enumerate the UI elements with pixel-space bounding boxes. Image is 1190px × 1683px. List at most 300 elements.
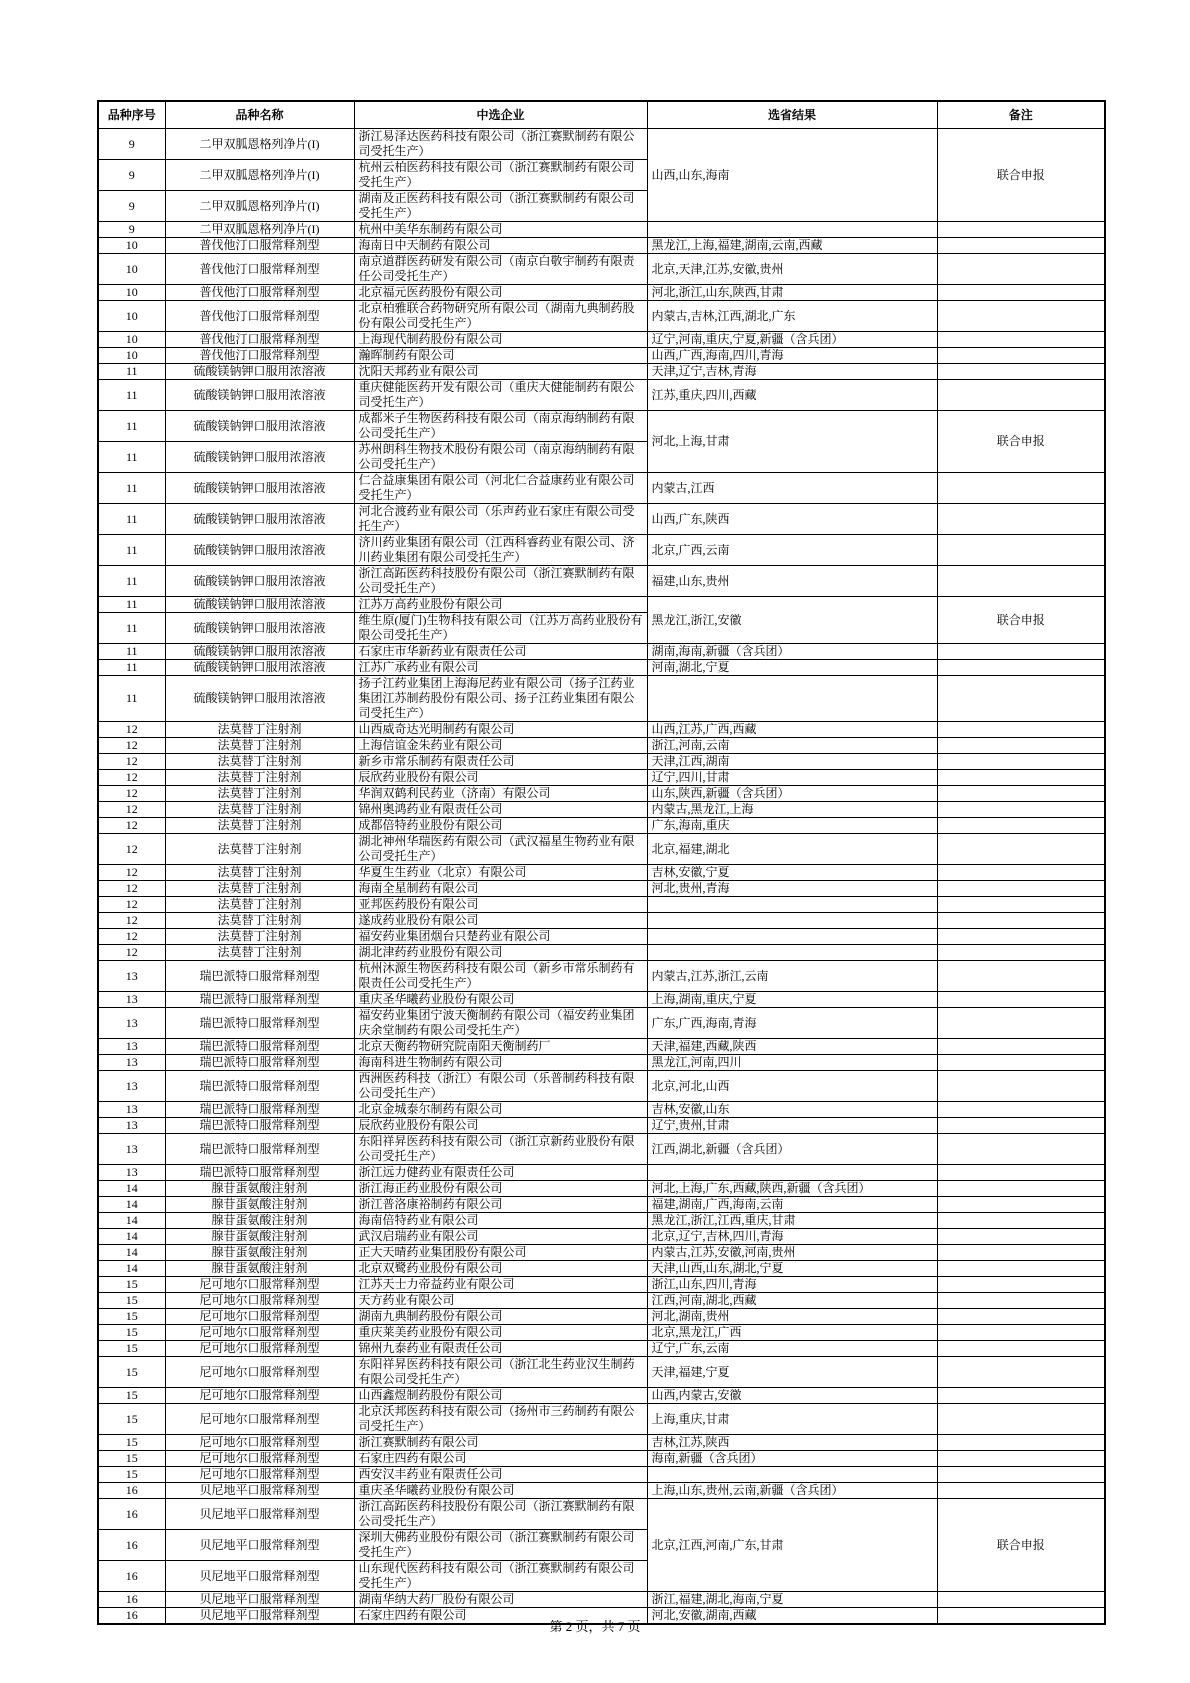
cell-name: 尼可地尔口服常释剂型 <box>165 1467 354 1483</box>
cell-name: 尼可地尔口服常释剂型 <box>165 1325 354 1341</box>
table-row <box>98 1039 1105 1055</box>
table-row <box>98 802 1105 818</box>
cell-seq: 12 <box>98 770 165 786</box>
cell-remark <box>937 238 1105 254</box>
table-row <box>98 1435 1105 1451</box>
table-row <box>98 1293 1105 1309</box>
cell-result: 上海,山东,贵州,云南,新疆（含兵团） <box>647 1483 937 1499</box>
cell-remark <box>937 1293 1105 1309</box>
cell-name: 硫酸镁钠钾口服用浓溶液 <box>165 473 354 504</box>
cell-name: 贝尼地平口服常释剂型 <box>165 1592 354 1608</box>
cell-remark <box>937 802 1105 818</box>
cell-seq: 15 <box>98 1277 165 1293</box>
cell-remark <box>937 1118 1105 1134</box>
cell-result: 北京,河北,山西 <box>647 1071 937 1102</box>
cell-remark <box>937 660 1105 676</box>
cell-name: 法莫替丁注射剂 <box>165 738 354 754</box>
cell-name: 硫酸镁钠钾口服用浓溶液 <box>165 676 354 722</box>
table-row <box>98 1592 1105 1608</box>
cell-result: 黑龙江,浙江,安徽 <box>647 597 937 644</box>
cell-seq: 10 <box>98 254 165 285</box>
table-row <box>98 738 1105 754</box>
cell-name: 法莫替丁注射剂 <box>165 802 354 818</box>
table-row <box>98 929 1105 945</box>
cell-remark <box>937 332 1105 348</box>
cell-name: 二甲双胍恩格列净片(I) <box>165 129 354 160</box>
cell-result: 天津,福建,宁夏 <box>647 1357 937 1388</box>
cell-name: 硫酸镁钠钾口服用浓溶液 <box>165 566 354 597</box>
cell-remark <box>937 676 1105 722</box>
cell-remark <box>937 473 1105 504</box>
cell-name: 硫酸镁钠钾口服用浓溶液 <box>165 411 354 442</box>
cell-company: 山西鑫煜制药股份有限公司 <box>354 1388 647 1404</box>
cell-seq: 12 <box>98 881 165 897</box>
cell-seq: 14 <box>98 1261 165 1277</box>
cell-result: 山东,陕西,新疆（含兵团） <box>647 786 937 802</box>
cell-company: 遂成药业股份有限公司 <box>354 913 647 929</box>
cell-company: 正大天晴药业集团股份有限公司 <box>354 1245 647 1261</box>
cell-name: 法莫替丁注射剂 <box>165 913 354 929</box>
cell-result: 北京,江西,河南,广东,甘肃 <box>647 1499 937 1592</box>
cell-company: 西洲医药科技（浙江）有限公司（乐普制药科技有限公司受托生产） <box>354 1071 647 1102</box>
table-row <box>98 238 1105 254</box>
cell-company: 维生原(厦门)生物科技有限公司（江苏万高药业股份有限公司受托生产） <box>354 613 647 644</box>
cell-company: 浙江易泽达医药科技有限公司（浙江赛默制药有限公司受托生产） <box>354 129 647 160</box>
cell-company: 成都倍特药业股份有限公司 <box>354 818 647 834</box>
cell-seq: 14 <box>98 1245 165 1261</box>
cell-remark <box>937 1261 1105 1277</box>
cell-company: 石家庄四药有限公司 <box>354 1608 647 1625</box>
cell-company: 海南倍特药业有限公司 <box>354 1213 647 1229</box>
cell-seq: 12 <box>98 802 165 818</box>
cell-remark <box>937 254 1105 285</box>
cell-name: 尼可地尔口服常释剂型 <box>165 1277 354 1293</box>
cell-seq: 13 <box>98 1071 165 1102</box>
cell-seq: 12 <box>98 834 165 865</box>
cell-seq: 13 <box>98 1055 165 1071</box>
cell-remark <box>937 1435 1105 1451</box>
cell-seq: 15 <box>98 1451 165 1467</box>
cell-seq: 12 <box>98 865 165 881</box>
cell-seq: 11 <box>98 442 165 473</box>
cell-company: 北京金城泰尔制药有限公司 <box>354 1102 647 1118</box>
cell-remark <box>937 770 1105 786</box>
table-row <box>98 332 1105 348</box>
cell-result <box>647 945 937 961</box>
cell-seq: 12 <box>98 786 165 802</box>
table-row <box>98 913 1105 929</box>
cell-name: 尼可地尔口服常释剂型 <box>165 1309 354 1325</box>
cell-company: 杭州沐源生物医药科技有限公司（新乡市常乐制药有限责任公司受托生产） <box>354 961 647 992</box>
cell-seq: 13 <box>98 992 165 1008</box>
cell-company: 东阳祥昇医药科技有限公司（浙江北生药业汉生制药有限公司受托生产） <box>354 1357 647 1388</box>
table-row <box>98 1229 1105 1245</box>
cell-result: 北京,黑龙江,广西 <box>647 1325 937 1341</box>
cell-name: 腺苷蛋氨酸注射剂 <box>165 1213 354 1229</box>
cell-seq: 11 <box>98 473 165 504</box>
table-row <box>98 1118 1105 1134</box>
table-row <box>98 644 1105 660</box>
cell-remark <box>937 1341 1105 1357</box>
cell-remark <box>937 1008 1105 1039</box>
cell-result: 海南,新疆（含兵团） <box>647 1451 937 1467</box>
cell-name: 瑞巴派特口服常释剂型 <box>165 1008 354 1039</box>
cell-remark <box>937 818 1105 834</box>
cell-remark <box>937 222 1105 238</box>
cell-name: 硫酸镁钠钾口服用浓溶液 <box>165 442 354 473</box>
cell-name: 普伐他汀口服常释剂型 <box>165 285 354 301</box>
table-row <box>98 1451 1105 1467</box>
cell-remark <box>937 364 1105 380</box>
cell-company: 江苏万高药业股份有限公司 <box>354 597 647 613</box>
cell-seq: 9 <box>98 191 165 222</box>
cell-seq: 11 <box>98 613 165 644</box>
table-row <box>98 1213 1105 1229</box>
cell-remark <box>937 834 1105 865</box>
cell-seq: 15 <box>98 1357 165 1388</box>
table-row <box>98 380 1105 411</box>
cell-remark <box>937 1592 1105 1608</box>
cell-company: 海南科进生物制药有限公司 <box>354 1055 647 1071</box>
cell-company: 河北合渡药业有限公司（乐声药业石家庄有限公司受托生产） <box>354 504 647 535</box>
table-row <box>98 1467 1105 1483</box>
cell-company: 山东现代医药科技有限公司（浙江赛默制药有限公司受托生产） <box>354 1561 647 1592</box>
cell-seq: 13 <box>98 1118 165 1134</box>
cell-result: 天津,辽宁,吉林,青海 <box>647 364 937 380</box>
cell-seq: 16 <box>98 1530 165 1561</box>
cell-result: 黑龙江,浙江,江西,重庆,甘肃 <box>647 1213 937 1229</box>
table-row <box>98 834 1105 865</box>
cell-remark <box>937 865 1105 881</box>
cell-remark: 联合申报 <box>937 1499 1105 1592</box>
cell-company: 重庆圣华曦药业股份有限公司 <box>354 992 647 1008</box>
cell-company: 浙江高跖医药科技股份有限公司（浙江赛默制药有限公司受托生产） <box>354 566 647 597</box>
cell-seq: 16 <box>98 1592 165 1608</box>
cell-name: 法莫替丁注射剂 <box>165 929 354 945</box>
cell-company: 杭州中美华东制药有限公司 <box>354 222 647 238</box>
cell-result: 山西,内蒙古,安徽 <box>647 1388 937 1404</box>
cell-remark <box>937 1309 1105 1325</box>
cell-company: 西安汉丰药业有限责任公司 <box>354 1467 647 1483</box>
table-row <box>98 676 1105 722</box>
cell-company: 南京道群医药研发有限公司（南京白敬宇制药有限责任公司受托生产） <box>354 254 647 285</box>
cell-remark <box>937 1404 1105 1435</box>
cell-seq: 11 <box>98 660 165 676</box>
table-row <box>98 1309 1105 1325</box>
cell-result: 江苏,重庆,四川,西藏 <box>647 380 937 411</box>
cell-name: 腺苷蛋氨酸注射剂 <box>165 1197 354 1213</box>
table-row <box>98 1055 1105 1071</box>
cell-remark <box>937 786 1105 802</box>
cell-result: 山西,山东,海南 <box>647 129 937 222</box>
cell-name: 贝尼地平口服常释剂型 <box>165 1483 354 1499</box>
cell-company: 湖北津药药业股份有限公司 <box>354 945 647 961</box>
cell-seq: 16 <box>98 1483 165 1499</box>
cell-company: 江苏天士力帝益药业有限公司 <box>354 1277 647 1293</box>
cell-remark <box>937 1197 1105 1213</box>
cell-name: 尼可地尔口服常释剂型 <box>165 1451 354 1467</box>
cell-seq: 12 <box>98 945 165 961</box>
cell-result: 浙江,河南,云南 <box>647 738 937 754</box>
cell-remark <box>937 881 1105 897</box>
cell-result <box>647 929 937 945</box>
cell-name: 硫酸镁钠钾口服用浓溶液 <box>165 364 354 380</box>
table-row <box>98 1261 1105 1277</box>
cell-result: 辽宁,广东,云南 <box>647 1341 937 1357</box>
cell-name: 贝尼地平口服常释剂型 <box>165 1608 354 1625</box>
cell-name: 法莫替丁注射剂 <box>165 770 354 786</box>
table-row <box>98 1325 1105 1341</box>
cell-company: 亚邦医药股份有限公司 <box>354 897 647 913</box>
cell-seq: 11 <box>98 380 165 411</box>
cell-company: 北京天衡药物研究院南阳天衡制药厂 <box>354 1039 647 1055</box>
table-row <box>98 881 1105 897</box>
cell-seq: 16 <box>98 1499 165 1530</box>
cell-name: 尼可地尔口服常释剂型 <box>165 1357 354 1388</box>
table-row <box>98 754 1105 770</box>
table-row <box>98 566 1105 597</box>
cell-name: 瑞巴派特口服常释剂型 <box>165 1102 354 1118</box>
cell-result: 上海,湖南,重庆,宁夏 <box>647 992 937 1008</box>
cell-seq: 15 <box>98 1325 165 1341</box>
cell-company: 浙江普洛康裕制药有限公司 <box>354 1197 647 1213</box>
cell-company: 华夏生生药业（北京）有限公司 <box>354 865 647 881</box>
cell-company: 苏州朗科生物技术股份有限公司（南京海纳制药有限公司受托生产） <box>354 442 647 473</box>
cell-result: 吉林,江苏,陕西 <box>647 1435 937 1451</box>
cell-result: 广东,海南,重庆 <box>647 818 937 834</box>
cell-company: 上海现代制药股份有限公司 <box>354 332 647 348</box>
cell-remark <box>937 929 1105 945</box>
cell-result: 内蒙古,吉林,江西,湖北,广东 <box>647 301 937 332</box>
cell-company: 辰欣药业股份有限公司 <box>354 1118 647 1134</box>
table-row <box>98 1008 1105 1039</box>
cell-company: 湖南九典制药股份有限公司 <box>354 1309 647 1325</box>
cell-name: 贝尼地平口服常释剂型 <box>165 1530 354 1561</box>
cell-name: 硫酸镁钠钾口服用浓溶液 <box>165 504 354 535</box>
cell-seq: 12 <box>98 897 165 913</box>
cell-seq: 11 <box>98 411 165 442</box>
cell-company: 浙江海正药业股份有限公司 <box>354 1181 647 1197</box>
cell-name: 腺苷蛋氨酸注射剂 <box>165 1181 354 1197</box>
cell-result: 广东,广西,海南,青海 <box>647 1008 937 1039</box>
cell-seq: 11 <box>98 535 165 566</box>
cell-name: 瑞巴派特口服常释剂型 <box>165 1055 354 1071</box>
cell-name: 尼可地尔口服常释剂型 <box>165 1341 354 1357</box>
cell-result: 浙江,山东,四川,青海 <box>647 1277 937 1293</box>
cell-result: 上海,重庆,甘肃 <box>647 1404 937 1435</box>
table-row <box>98 535 1105 566</box>
cell-company: 山西威奇达光明制药有限公司 <box>354 722 647 738</box>
cell-company: 重庆莱美药业股份有限公司 <box>354 1325 647 1341</box>
cell-seq: 12 <box>98 818 165 834</box>
cell-remark <box>937 1483 1105 1499</box>
table-row <box>98 364 1105 380</box>
cell-company: 新乡市常乐制药有限责任公司 <box>354 754 647 770</box>
cell-seq: 11 <box>98 566 165 597</box>
cell-seq: 15 <box>98 1309 165 1325</box>
cell-result: 辽宁,四川,甘肃 <box>647 770 937 786</box>
table-row <box>98 1277 1105 1293</box>
cell-result: 河北,安徽,湖南,西藏 <box>647 1608 937 1625</box>
cell-result: 北京,福建,湖北 <box>647 834 937 865</box>
cell-result: 北京,广西,云南 <box>647 535 937 566</box>
table-row <box>98 301 1105 332</box>
table-row <box>98 254 1105 285</box>
cell-result: 内蒙古,江苏,安徽,河南,贵州 <box>647 1245 937 1261</box>
cell-remark <box>937 566 1105 597</box>
cell-name: 二甲双胍恩格列净片(I) <box>165 191 354 222</box>
cell-remark <box>937 644 1105 660</box>
cell-result: 辽宁,贵州,甘肃 <box>647 1118 937 1134</box>
cell-seq: 10 <box>98 348 165 364</box>
cell-result: 吉林,安徽,山东 <box>647 1102 937 1118</box>
table-row <box>98 818 1105 834</box>
table-row <box>98 1102 1105 1118</box>
table-row <box>98 992 1105 1008</box>
cell-result: 北京,天津,江苏,安徽,贵州 <box>647 254 937 285</box>
cell-name: 法莫替丁注射剂 <box>165 834 354 865</box>
cell-result: 内蒙古,黑龙江,上海 <box>647 802 937 818</box>
cell-seq: 15 <box>98 1341 165 1357</box>
cell-name: 硫酸镁钠钾口服用浓溶液 <box>165 597 354 613</box>
cell-result: 河北,上海,甘肃 <box>647 411 937 473</box>
cell-remark <box>937 1357 1105 1388</box>
cell-result: 福建,山东,贵州 <box>647 566 937 597</box>
cell-remark <box>937 1325 1105 1341</box>
cell-name: 普伐他汀口服常释剂型 <box>165 332 354 348</box>
cell-company: 福安药业集团宁波天衡制药有限公司（福安药业集团庆余堂制药有限公司受托生产） <box>354 1008 647 1039</box>
cell-seq: 11 <box>98 644 165 660</box>
cell-result: 河南,湖北,宁夏 <box>647 660 937 676</box>
cell-company: 辰欣药业股份有限公司 <box>354 770 647 786</box>
cell-remark <box>937 1245 1105 1261</box>
cell-remark <box>937 1451 1105 1467</box>
cell-name: 尼可地尔口服常释剂型 <box>165 1435 354 1451</box>
cell-result: 河北,贵州,青海 <box>647 881 937 897</box>
cell-seq: 10 <box>98 285 165 301</box>
selection-results-table <box>97 100 1106 1625</box>
table-header-row <box>98 101 1105 129</box>
cell-company: 北京沃邦医药科技有限公司（扬州市三药制药有限公司受托生产） <box>354 1404 647 1435</box>
table-row <box>98 285 1105 301</box>
cell-remark <box>937 913 1105 929</box>
cell-name: 硫酸镁钠钾口服用浓溶液 <box>165 380 354 411</box>
cell-result <box>647 676 937 722</box>
cell-result: 河北,上海,广东,西藏,陕西,新疆（含兵团） <box>647 1181 937 1197</box>
cell-company: 东阳祥昇医药科技有限公司（浙江京新药业股份有限公司受托生产） <box>354 1134 647 1165</box>
cell-name: 普伐他汀口服常释剂型 <box>165 301 354 332</box>
cell-name: 普伐他汀口服常释剂型 <box>165 348 354 364</box>
cell-company: 瀚晖制药有限公司 <box>354 348 647 364</box>
cell-company: 福安药业集团烟台只楚药业有限公司 <box>354 929 647 945</box>
cell-seq: 16 <box>98 1561 165 1592</box>
cell-company: 湖南及正医药科技有限公司（浙江赛默制药有限公司受托生产） <box>354 191 647 222</box>
cell-result: 内蒙古,江西 <box>647 473 937 504</box>
cell-seq: 11 <box>98 364 165 380</box>
cell-remark <box>937 1134 1105 1165</box>
table-row <box>98 473 1105 504</box>
cell-company: 天方药业有限公司 <box>354 1293 647 1309</box>
cell-result <box>647 897 937 913</box>
table-row <box>98 411 1105 442</box>
cell-result: 辽宁,河南,重庆,宁夏,新疆（含兵团） <box>647 332 937 348</box>
column-header: 中选企业 <box>354 101 647 129</box>
table-row <box>98 961 1105 992</box>
table-row <box>98 222 1105 238</box>
cell-seq: 13 <box>98 1039 165 1055</box>
cell-result: 天津,江西,湖南 <box>647 754 937 770</box>
cell-name: 硫酸镁钠钾口服用浓溶液 <box>165 613 354 644</box>
table-row <box>98 1181 1105 1197</box>
cell-name: 二甲双胍恩格列净片(I) <box>165 160 354 191</box>
cell-name: 法莫替丁注射剂 <box>165 881 354 897</box>
cell-seq: 15 <box>98 1404 165 1435</box>
cell-remark <box>937 1165 1105 1181</box>
table-row <box>98 1165 1105 1181</box>
cell-seq: 10 <box>98 301 165 332</box>
table-row <box>98 1483 1105 1499</box>
cell-result: 内蒙古,江苏,浙江,云南 <box>647 961 937 992</box>
cell-remark <box>937 754 1105 770</box>
table-row <box>98 504 1105 535</box>
cell-name: 硫酸镁钠钾口服用浓溶液 <box>165 535 354 566</box>
table-row <box>98 786 1105 802</box>
cell-remark <box>937 945 1105 961</box>
cell-result: 浙江,福建,湖北,海南,宁夏 <box>647 1592 937 1608</box>
cell-company: 湖南华纳大药厂股份有限公司 <box>354 1592 647 1608</box>
cell-name: 瑞巴派特口服常释剂型 <box>165 1118 354 1134</box>
cell-remark <box>937 1055 1105 1071</box>
cell-seq: 9 <box>98 160 165 191</box>
cell-company: 北京福元医药股份有限公司 <box>354 285 647 301</box>
cell-result <box>647 1467 937 1483</box>
cell-remark <box>937 1213 1105 1229</box>
cell-seq: 13 <box>98 1165 165 1181</box>
cell-name: 瑞巴派特口服常释剂型 <box>165 1039 354 1055</box>
cell-name: 贝尼地平口服常释剂型 <box>165 1499 354 1530</box>
table-row <box>98 1499 1105 1530</box>
cell-name: 瑞巴派特口服常释剂型 <box>165 961 354 992</box>
cell-seq: 11 <box>98 597 165 613</box>
cell-name: 法莫替丁注射剂 <box>165 754 354 770</box>
cell-remark: 联合申报 <box>937 129 1105 222</box>
cell-remark <box>937 722 1105 738</box>
cell-seq: 12 <box>98 754 165 770</box>
table-row <box>98 1388 1105 1404</box>
cell-name: 二甲双胍恩格列净片(I) <box>165 222 354 238</box>
table-row <box>98 1357 1105 1388</box>
cell-remark <box>937 1229 1105 1245</box>
cell-result: 河北,浙江,山东,陕西,甘肃 <box>647 285 937 301</box>
cell-result: 天津,山西,山东,湖北,宁夏 <box>647 1261 937 1277</box>
cell-result: 湖南,海南,新疆（含兵团） <box>647 644 937 660</box>
column-header: 品种序号 <box>98 101 165 129</box>
cell-company: 石家庄市华新药业有限责任公司 <box>354 644 647 660</box>
cell-remark <box>937 301 1105 332</box>
column-header: 选省结果 <box>647 101 937 129</box>
cell-remark <box>937 738 1105 754</box>
cell-name: 腺苷蛋氨酸注射剂 <box>165 1229 354 1245</box>
cell-result: 河北,湖南,贵州 <box>647 1309 937 1325</box>
cell-company: 武汉启瑞药业有限公司 <box>354 1229 647 1245</box>
cell-company: 浙江高跖医药科技股份有限公司（浙江赛默制药有限公司受托生产） <box>354 1499 647 1530</box>
cell-result: 江西,湖北,新疆（含兵团） <box>647 1134 937 1165</box>
cell-company: 杭州云柏医药科技有限公司（浙江赛默制药有限公司受托生产） <box>354 160 647 191</box>
table-row <box>98 865 1105 881</box>
cell-name: 瑞巴派特口服常释剂型 <box>165 992 354 1008</box>
cell-company: 仁合益康集团有限公司（河北仁合益康药业有限公司受托生产） <box>354 473 647 504</box>
cell-result: 山西,广东,陕西 <box>647 504 937 535</box>
